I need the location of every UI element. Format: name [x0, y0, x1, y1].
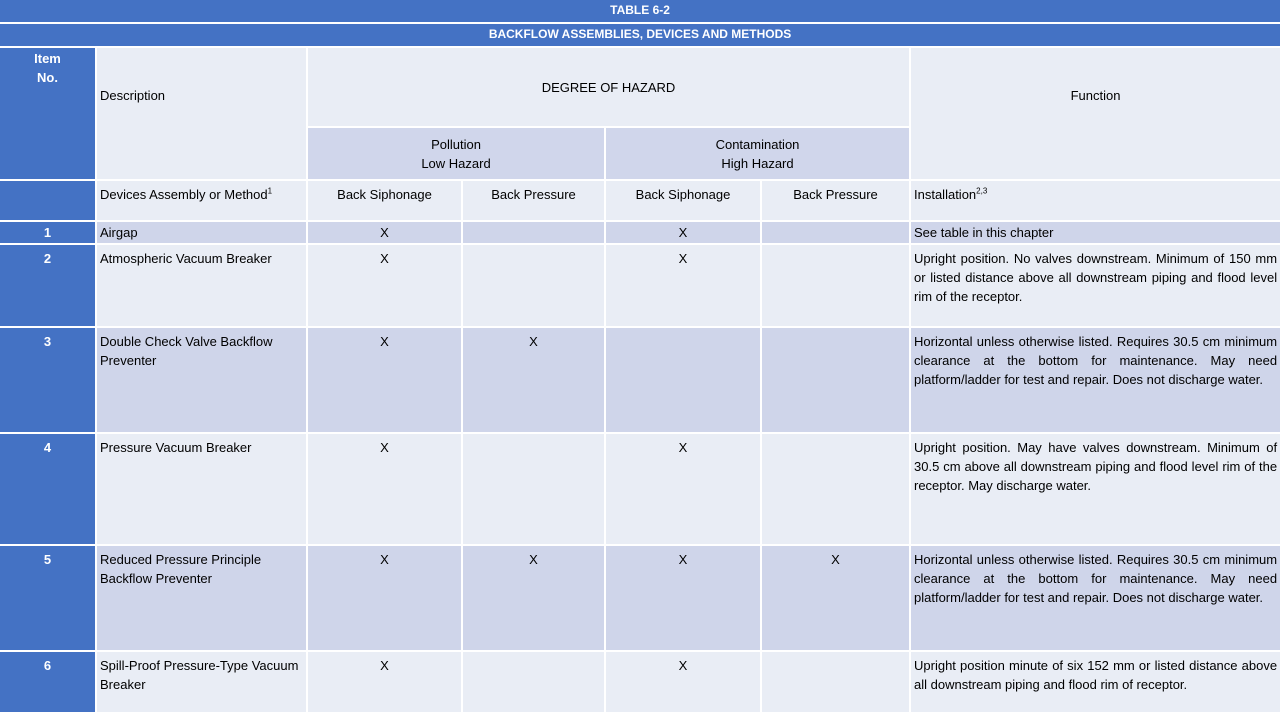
row-item-no: 5 — [0, 546, 95, 650]
table-row — [0, 222, 1280, 243]
table-row — [0, 546, 1280, 650]
back-pressure-header-contamination: Back Pressure — [762, 181, 909, 220]
item-no-line1: Item — [34, 51, 61, 66]
row-contamination-back-siphonage: X — [606, 222, 760, 243]
row-contamination-back-siphonage: X — [606, 546, 760, 650]
row-description: Spill-Proof Pressure-Type Vacuum Breaker — [97, 652, 306, 712]
contamination-label: Contamination — [715, 136, 800, 152]
row-pollution-back-siphonage: X — [308, 328, 461, 432]
row-function: Upright position minute of six 152 mm or listed distance above all downstream piping and flood rim of receptor. — [911, 652, 1280, 712]
row-pollution-back-siphonage: X — [308, 652, 461, 712]
row-contamination-back-siphonage: X — [606, 434, 760, 544]
row-function: Upright position. May have valves downstream. Minimum of 30.5 cm above all downstream piping and flood level rim of the receptor. May discharge water. — [911, 434, 1280, 544]
row-contamination-back-siphonage: X — [606, 652, 760, 712]
row-pollution-back-siphonage: X — [308, 434, 461, 544]
row-function: Horizontal unless otherwise listed. Requires 30.5 cm minimum clearance at the bottom for maintenance. May need platform/ladder for test and repair. Does not discharge water. — [911, 328, 1280, 432]
devices-assembly-header: Devices Assembly or Method$^1$ — [97, 181, 306, 220]
row-item-no: 1 — [0, 222, 95, 243]
installation-header: Installation$^{2,3}$ — [911, 181, 1280, 220]
table-title: TABLE 6-2 — [0, 0, 1280, 22]
table-row — [0, 328, 1280, 432]
row-contamination-back-pressure — [762, 328, 909, 432]
item-no-header — [0, 48, 95, 179]
row-description: Reduced Pressure Principle Backflow Preventer — [97, 546, 306, 650]
back-siphonage-header-contamination: Back Siphonage — [606, 181, 760, 220]
pollution-label: Pollution — [431, 136, 481, 152]
table-row — [0, 652, 1280, 712]
row-function: See table in this chapter — [911, 222, 1280, 243]
row-contamination-back-pressure — [762, 245, 909, 326]
row-item-no: 6 — [0, 652, 95, 712]
table-row — [0, 245, 1280, 326]
row-description: Atmospheric Vacuum Breaker — [97, 245, 306, 326]
item-no-line2: No. — [37, 70, 58, 85]
row-function: Upright position. No valves downstream. Minimum of 150 mm or listed distance above all downstream piping and flood level rim of the receptor. — [911, 245, 1280, 326]
back-pressure-header-pollution: Back Pressure — [463, 181, 604, 220]
row-pollution-back-pressure — [463, 434, 604, 544]
table-subtitle: BACKFLOW ASSEMBLIES, DEVICES AND METHODS — [0, 24, 1280, 46]
item-no-blank — [0, 181, 95, 220]
row-pollution-back-pressure — [463, 652, 604, 712]
row-description: Airgap — [97, 222, 306, 243]
row-contamination-back-pressure — [762, 222, 909, 243]
row-contamination-back-pressure — [762, 652, 909, 712]
table-row — [0, 434, 1280, 544]
row-pollution-back-pressure — [463, 245, 604, 326]
row-contamination-back-pressure — [762, 434, 909, 544]
row-pollution-back-pressure: X — [463, 328, 604, 432]
contamination-header — [606, 128, 909, 179]
row-function: Horizontal unless otherwise listed. Requires 30.5 cm minimum clearance at the bottom for maintenance. May need platform/ladder for test and repair. Does not discharge water. — [911, 546, 1280, 650]
low-hazard-label: Low Hazard — [421, 155, 491, 171]
row-pollution-back-siphonage: X — [308, 245, 461, 326]
row-item-no: 4 — [0, 434, 95, 544]
row-description: Pressure Vacuum Breaker — [97, 434, 306, 544]
row-description: Double Check Valve Backflow Preventer — [97, 328, 306, 432]
high-hazard-label: High Hazard — [721, 155, 794, 171]
description-header: Description — [97, 48, 306, 179]
back-siphonage-header-pollution: Back Siphonage — [308, 181, 461, 220]
row-pollution-back-pressure: X — [463, 546, 604, 650]
pollution-header — [308, 128, 604, 179]
row-pollution-back-pressure — [463, 222, 604, 243]
row-contamination-back-siphonage: X — [606, 245, 760, 326]
row-item-no: 2 — [0, 245, 95, 326]
row-pollution-back-siphonage: X — [308, 222, 461, 243]
row-contamination-back-siphonage — [606, 328, 760, 432]
function-header: Function — [911, 48, 1280, 179]
degree-of-hazard-header: DEGREE OF HAZARD — [308, 48, 909, 126]
row-item-no: 3 — [0, 328, 95, 432]
row-contamination-back-pressure: X — [762, 546, 909, 650]
row-pollution-back-siphonage: X — [308, 546, 461, 650]
